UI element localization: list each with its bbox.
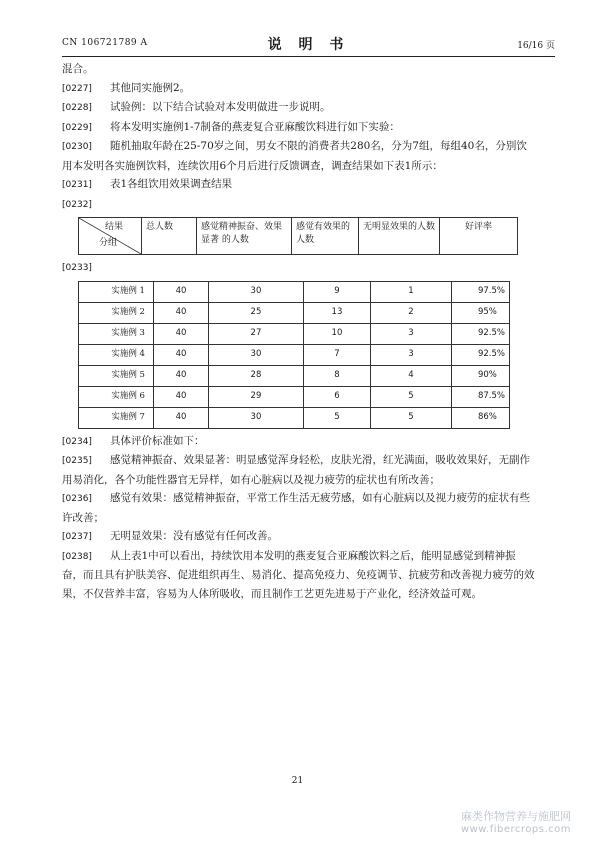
document-number: CN 106721789 A bbox=[62, 38, 148, 48]
paragraph-text: 具体评价标准如下： bbox=[110, 434, 205, 447]
table-row bbox=[79, 344, 510, 365]
page-title: 说 明 书 bbox=[267, 37, 350, 53]
paragraph-number: [0231] bbox=[62, 180, 92, 190]
table-cell: 6 bbox=[303, 386, 370, 407]
table-cell: 40 bbox=[153, 365, 208, 386]
results-table bbox=[78, 281, 510, 429]
paragraph-text: 其他同实施例2。 bbox=[110, 81, 191, 94]
paragraph-text: 感觉精神振奋、效果显著：明显感觉浑身轻松，皮肤光滑，红光满面，吸收效果好，无副作用易消化，各个功能性器官无异样，如有心脏病以及视力疲劳的症状也有所改善； bbox=[62, 454, 530, 486]
paragraph-0235 bbox=[62, 451, 536, 489]
table-cell: 86% bbox=[451, 407, 509, 428]
paragraph-number: [0233] bbox=[62, 263, 92, 273]
corner-label-result: 结果 bbox=[104, 222, 123, 232]
table-cell: 5 bbox=[370, 407, 451, 428]
table-cell: 9 bbox=[303, 281, 370, 302]
table-cell: 97.5% bbox=[451, 281, 509, 302]
table-cell: 3 bbox=[370, 344, 451, 365]
table-cell: 90% bbox=[451, 365, 509, 386]
paragraph-0237 bbox=[62, 527, 536, 547]
diagonal-corner-cell bbox=[79, 218, 142, 255]
paragraph-text: 随机抽取年龄在25-70岁之间，男女不限的消费者共280名，分为7组，每组40名，分别饮用本发明各实施例饮料，连续饮用6个月后进行反馈调查，调查结果如下表1所示： bbox=[62, 140, 527, 172]
paragraph-number: [0237] bbox=[62, 532, 92, 542]
table-row bbox=[79, 302, 510, 323]
row-group-label: 实施例 2 bbox=[79, 302, 154, 323]
table-cell: 92.5% bbox=[451, 344, 509, 365]
paragraph-0227 bbox=[62, 79, 536, 99]
row-group-label: 实施例 1 bbox=[79, 281, 154, 302]
paragraph-number: [0236] bbox=[62, 494, 92, 504]
watermark-url: www.fibercrops.com bbox=[460, 824, 571, 835]
paragraph-text: 试验例：以下结合试验对本发明做进一步说明。 bbox=[110, 101, 331, 113]
watermark bbox=[461, 808, 571, 835]
table-cell: 2 bbox=[370, 302, 451, 323]
table-cell: 30 bbox=[208, 407, 303, 428]
paragraph-number: [0238] bbox=[62, 551, 92, 562]
table-cell: 40 bbox=[153, 407, 208, 428]
row-group-label: 实施例 4 bbox=[79, 344, 154, 365]
document-body bbox=[62, 60, 536, 603]
page-header bbox=[62, 32, 555, 52]
column-header: 感觉精神振奋、效果显著 的人数 bbox=[197, 218, 292, 255]
table-header bbox=[78, 217, 518, 255]
table-cell: 13 bbox=[303, 302, 370, 323]
table-cell: 40 bbox=[153, 344, 208, 365]
table-cell: 30 bbox=[208, 344, 303, 365]
table-cell: 28 bbox=[208, 365, 303, 386]
table-cell: 27 bbox=[208, 323, 303, 344]
table-cell: 40 bbox=[153, 302, 208, 323]
paragraph-0238 bbox=[62, 547, 536, 604]
lead-text: 混合。 bbox=[62, 63, 94, 75]
paragraph-number: [0232] bbox=[62, 199, 92, 210]
paragraph-number: [0227] bbox=[62, 83, 92, 94]
paragraph-number: [0230] bbox=[62, 142, 92, 152]
table-row bbox=[79, 365, 510, 386]
table-row bbox=[79, 386, 510, 407]
table-cell: 30 bbox=[208, 281, 303, 302]
table-cell: 25 bbox=[208, 302, 303, 323]
table-row bbox=[79, 323, 510, 344]
table-cell: 40 bbox=[153, 386, 208, 407]
table-cell: 10 bbox=[303, 323, 370, 344]
table-cell: 5 bbox=[303, 407, 370, 428]
row-group-label: 实施例 5 bbox=[79, 365, 154, 386]
paragraph-text: 将本发明实施例1-7制备的燕麦复合亚麻酸饮料进行如下实验： bbox=[110, 120, 400, 133]
paragraph-number: [0234] bbox=[62, 436, 92, 447]
table-cell: 1 bbox=[370, 281, 451, 302]
table-cell: 95% bbox=[451, 302, 509, 323]
table-row bbox=[79, 407, 510, 428]
table-cell: 92.5% bbox=[451, 323, 509, 344]
column-header: 总人数 bbox=[142, 218, 197, 255]
paragraph-number: [0228] bbox=[62, 103, 92, 113]
table-cell: 40 bbox=[153, 281, 208, 302]
paragraph-0228 bbox=[62, 98, 536, 118]
column-header: 感觉有效果的人数 bbox=[292, 218, 359, 255]
paragraph-0232 bbox=[62, 195, 536, 215]
paragraph-0230 bbox=[62, 137, 536, 175]
page-number: 21 bbox=[291, 776, 304, 786]
row-group-label: 实施例 6 bbox=[79, 386, 154, 407]
table-cell: 7 bbox=[303, 344, 370, 365]
paragraph-text: 感觉有效果：感觉精神振奋，平常工作生活无疲劳感，如有心脏病以及视力疲劳的症状有些许改善； bbox=[62, 492, 530, 524]
table-cell: 8 bbox=[303, 365, 370, 386]
paragraph-0233 bbox=[62, 258, 536, 278]
paragraph-number: [0235] bbox=[62, 456, 92, 466]
paragraph-0234 bbox=[62, 432, 536, 452]
paragraph-text: 无明显效果：没有感觉有任何改善。 bbox=[110, 530, 278, 542]
watermark-site-name: 麻类作物营养与施肥网 bbox=[461, 810, 571, 823]
page-indicator: 16/16 页 bbox=[517, 41, 555, 51]
table-cell: 3 bbox=[370, 323, 451, 344]
table-cell: 40 bbox=[153, 323, 208, 344]
table-cell: 29 bbox=[208, 386, 303, 407]
corner-label-group: 分组 bbox=[99, 238, 118, 248]
header-divider bbox=[62, 56, 555, 57]
paragraph-text: 从上表1中可以看出，持续饮用本发明的燕麦复合亚麻酸饮料之后，能明显感觉到精神振奋，而且具有护肤美容、促进组织再生、易消化、提高免疫力、免疫调节、抗疲劳和改善视力疲劳的效果，不仅营养丰富，容易为人体所吸收，而且制作工艺更先进易于产业化，经济效益可观。 bbox=[62, 549, 535, 600]
column-header: 好评率 bbox=[440, 218, 518, 255]
table-cell: 4 bbox=[370, 365, 451, 386]
table-cell: 87.5% bbox=[451, 386, 509, 407]
paragraph-number: [0229] bbox=[62, 122, 92, 133]
table-cell: 5 bbox=[370, 386, 451, 407]
paragraph-0229 bbox=[62, 118, 536, 138]
row-group-label: 实施例 7 bbox=[79, 407, 154, 428]
row-group-label: 实施例 3 bbox=[79, 323, 154, 344]
table-caption: 表1各组饮用效果调查结果 bbox=[110, 178, 233, 190]
column-header: 无明显效果的人数 bbox=[359, 218, 440, 255]
paragraph-0236 bbox=[62, 489, 536, 527]
paragraph-0231 bbox=[62, 175, 536, 195]
table-row bbox=[79, 281, 510, 302]
